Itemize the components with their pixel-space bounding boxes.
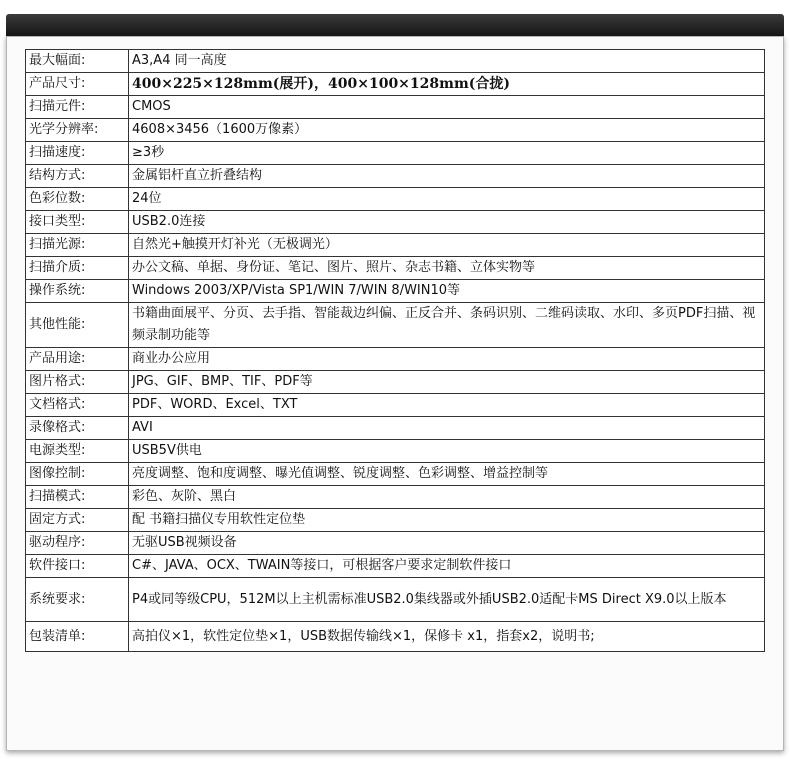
spec-value: ≥3秒 xyxy=(129,142,765,165)
spec-label: 扫描速度: xyxy=(26,142,129,165)
table-row xyxy=(26,73,765,96)
spec-value: 自然光+触摸开灯补光（无极调光） xyxy=(129,234,765,257)
window-title-bar xyxy=(6,14,784,36)
spec-label: 扫描元件: xyxy=(26,96,129,119)
spec-value: A3,A4 同一高度 xyxy=(129,50,765,73)
spec-value: 4608×3456（1600万像素） xyxy=(129,119,765,142)
table-row xyxy=(26,142,765,165)
spec-value: 24位 xyxy=(129,188,765,211)
spec-value: 办公文稿、单据、身份证、笔记、图片、照片、杂志书籍、立体实物等 xyxy=(129,257,765,280)
spec-label: 驱动程序: xyxy=(26,532,129,555)
spec-label: 包装清单: xyxy=(26,622,129,652)
table-row xyxy=(26,165,765,188)
spec-value: PDF、WORD、Excel、TXT xyxy=(129,394,765,417)
spec-value: USB5V供电 xyxy=(129,440,765,463)
table-row xyxy=(26,188,765,211)
table-row xyxy=(26,509,765,532)
spec-label: 光学分辨率: xyxy=(26,119,129,142)
table-row xyxy=(26,486,765,509)
spec-label: 电源类型: xyxy=(26,440,129,463)
spec-value: Windows 2003/XP/Vista SP1/WIN 7/WIN 8/WIN10等 xyxy=(129,280,765,303)
table-row xyxy=(26,578,765,622)
spec-label: 接口类型: xyxy=(26,211,129,234)
table-row xyxy=(26,303,765,348)
spec-value: 金属铝杆直立折叠结构 xyxy=(129,165,765,188)
spec-value: 400×225×128mm(展开)，400×100×128mm(合拢) xyxy=(129,73,765,96)
table-row xyxy=(26,348,765,371)
spec-label: 固定方式: xyxy=(26,509,129,532)
spec-value: CMOS xyxy=(129,96,765,119)
spec-value: P4或同等级CPU，512M以上主机需标准USB2.0集线器或外插USB2.0适配卡MS Direct X9.0以上版本 xyxy=(129,578,765,622)
table-row xyxy=(26,234,765,257)
spec-label: 软件接口: xyxy=(26,555,129,578)
spec-label: 录像格式: xyxy=(26,417,129,440)
spec-label: 系统要求: xyxy=(26,578,129,622)
spec-value: 配 书籍扫描仪专用软性定位垫 xyxy=(129,509,765,532)
table-row xyxy=(26,440,765,463)
spec-label: 扫描模式: xyxy=(26,486,129,509)
spec-panel xyxy=(6,36,784,751)
table-row xyxy=(26,96,765,119)
spec-label: 图像控制: xyxy=(26,463,129,486)
table-row xyxy=(26,555,765,578)
spec-label: 扫描介质: xyxy=(26,257,129,280)
table-row xyxy=(26,371,765,394)
spec-table xyxy=(25,49,765,652)
spec-value: USB2.0连接 xyxy=(129,211,765,234)
table-row xyxy=(26,622,765,652)
spec-label: 结构方式: xyxy=(26,165,129,188)
table-row xyxy=(26,119,765,142)
table-row xyxy=(26,280,765,303)
spec-value: JPG、GIF、BMP、TIF、PDF等 xyxy=(129,371,765,394)
spec-label: 图片格式: xyxy=(26,371,129,394)
table-row xyxy=(26,257,765,280)
spec-label: 产品用途: xyxy=(26,348,129,371)
spec-value: 彩色、灰阶、黑白 xyxy=(129,486,765,509)
table-row xyxy=(26,463,765,486)
spec-value: 亮度调整、饱和度调整、曝光值调整、锐度调整、色彩调整、增益控制等 xyxy=(129,463,765,486)
spec-value: C#、JAVA、OCX、TWAIN等接口，可根据客户要求定制软件接口 xyxy=(129,555,765,578)
spec-label: 色彩位数: xyxy=(26,188,129,211)
spec-label: 操作系统: xyxy=(26,280,129,303)
spec-value: 高拍仪×1，软性定位垫×1，USB数据传输线×1，保修卡 x1，指套x2，说明书; xyxy=(129,622,765,652)
spec-value: 书籍曲面展平、分页、去手指、智能裁边纠偏、正反合并、条码识别、二维码读取、水印、多页PDF扫描、视频录制功能等 xyxy=(129,303,765,348)
table-row xyxy=(26,532,765,555)
spec-label: 扫描光源: xyxy=(26,234,129,257)
spec-label: 其他性能: xyxy=(26,303,129,348)
spec-label: 最大幅面: xyxy=(26,50,129,73)
table-row xyxy=(26,50,765,73)
spec-label: 产品尺寸: xyxy=(26,73,129,96)
table-row xyxy=(26,417,765,440)
spec-value: 商业办公应用 xyxy=(129,348,765,371)
table-row xyxy=(26,394,765,417)
spec-label: 文档格式: xyxy=(26,394,129,417)
table-row xyxy=(26,211,765,234)
spec-value: 无驱USB视频设备 xyxy=(129,532,765,555)
spec-value: AVI xyxy=(129,417,765,440)
